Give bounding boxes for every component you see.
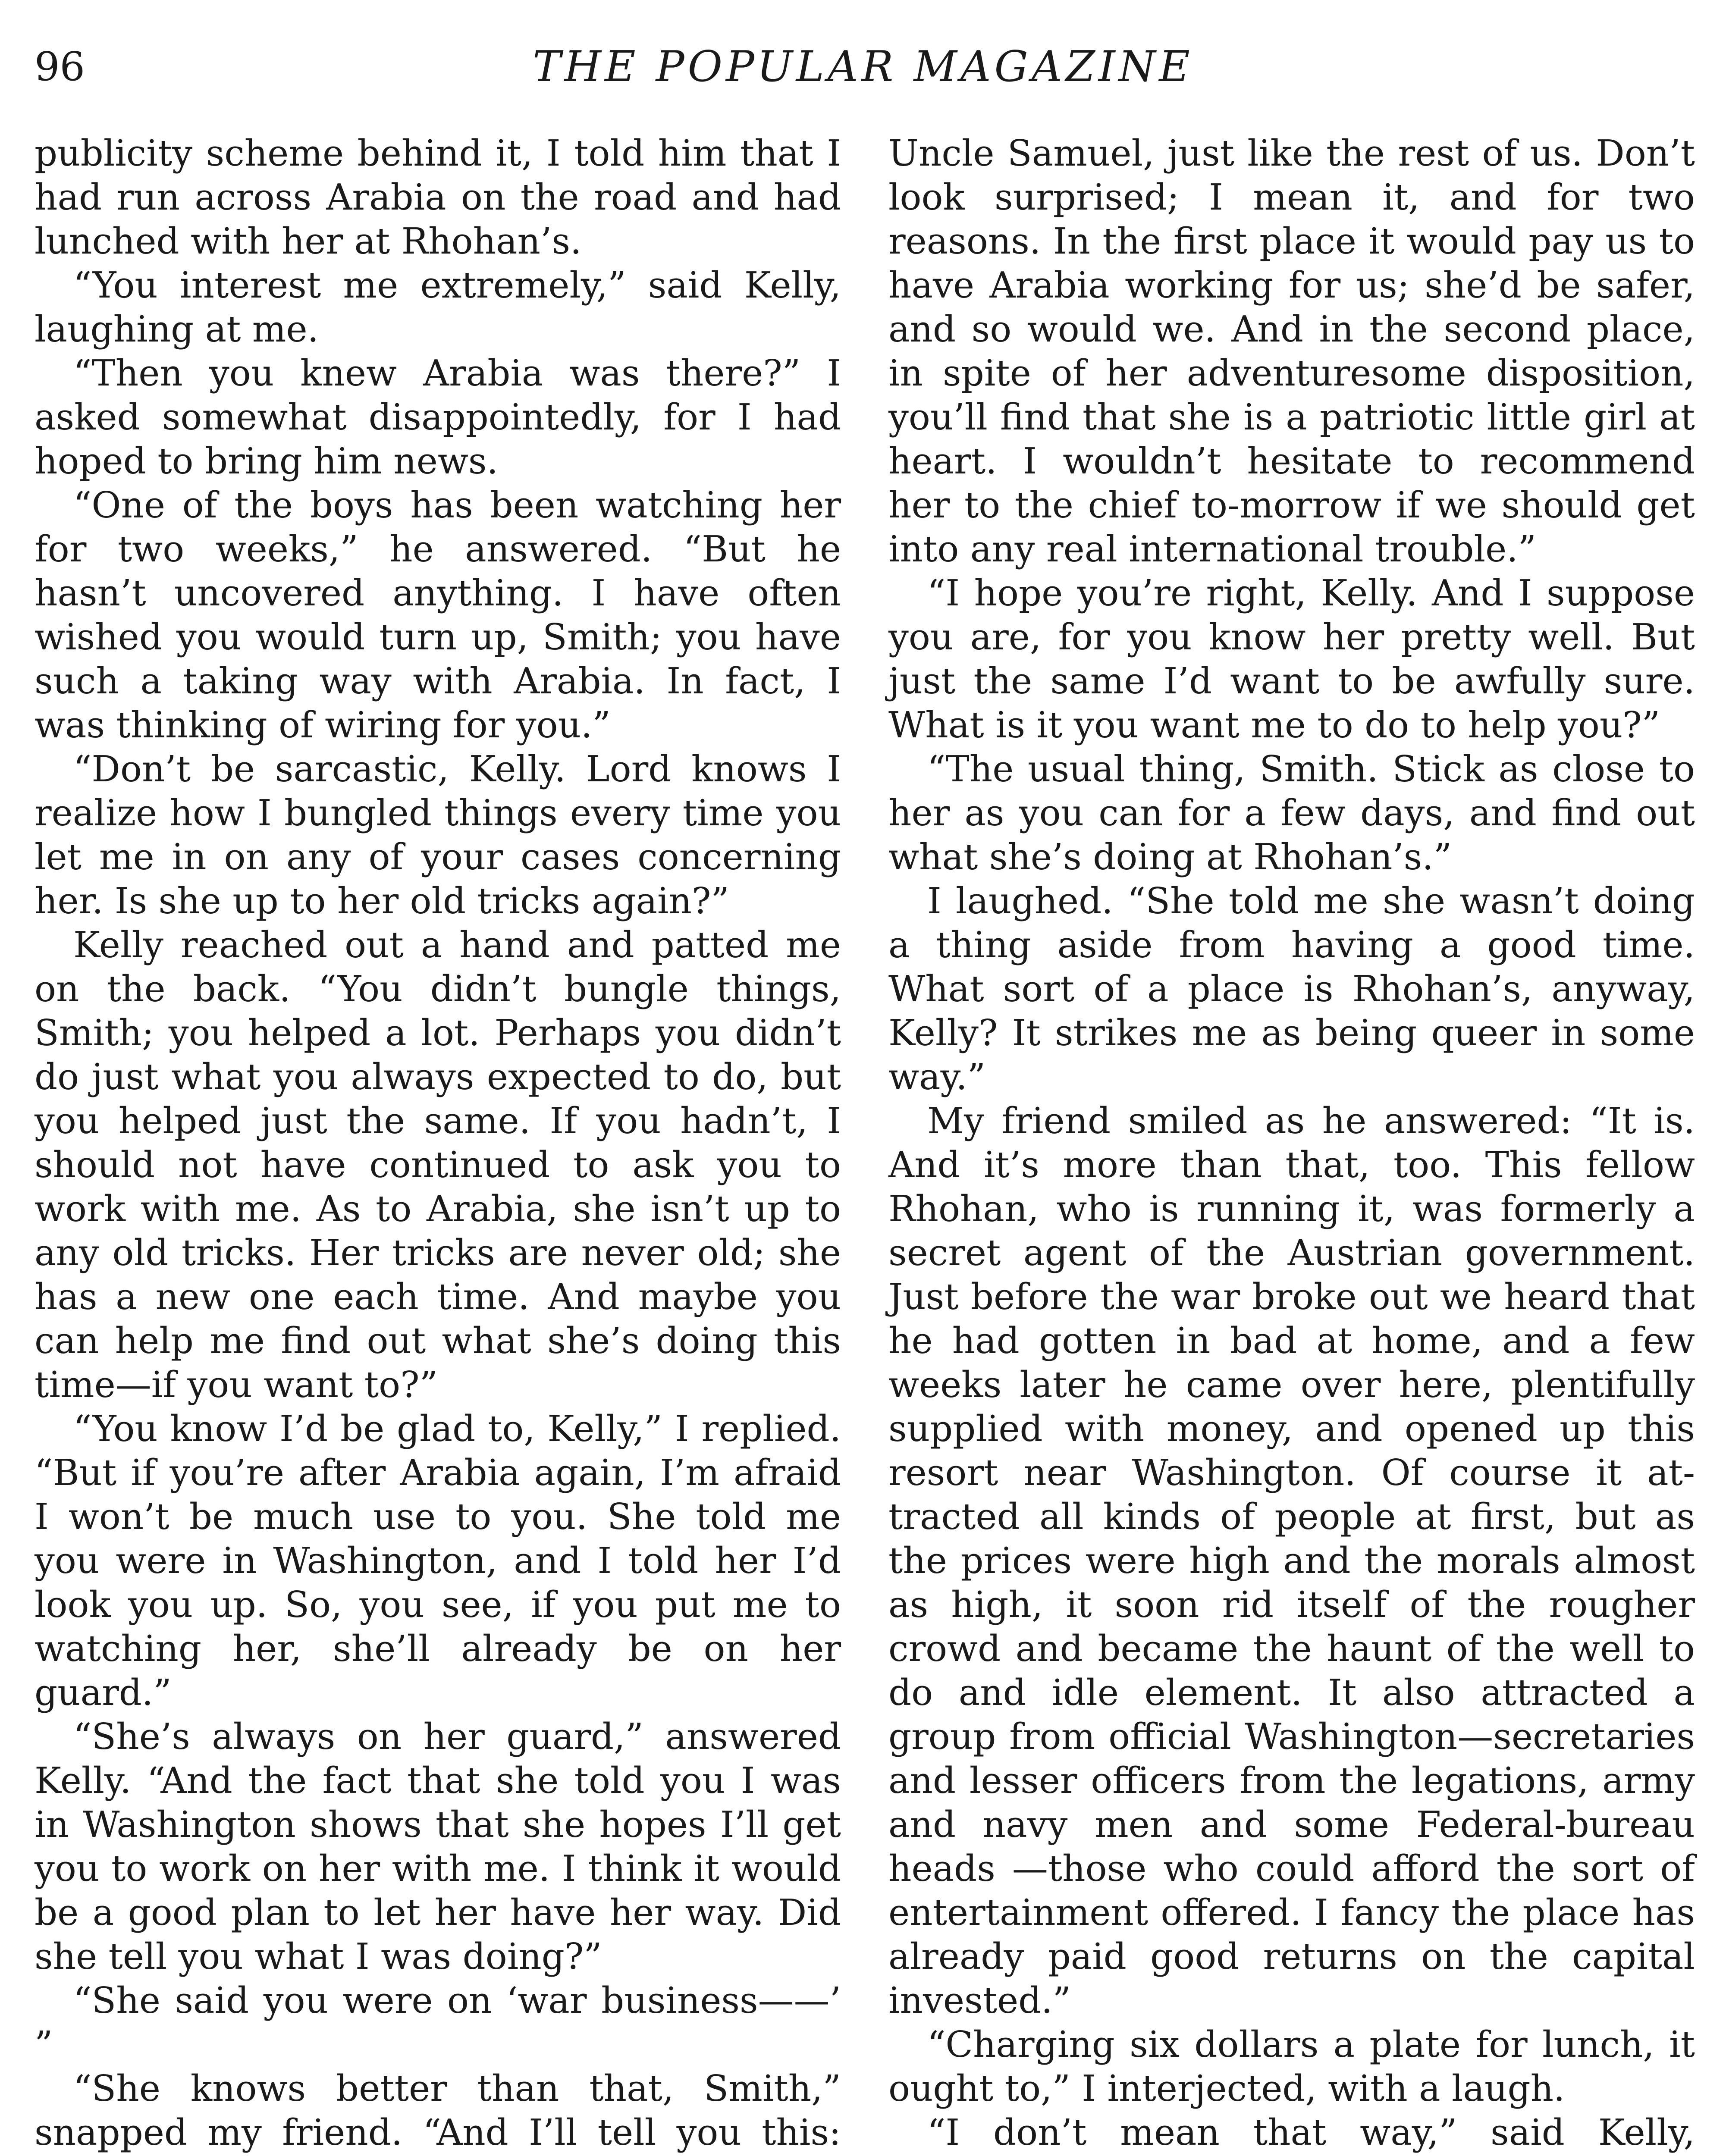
paragraph: “She said you were on ‘war business——’ ” [35, 1980, 841, 2065]
paragraph: “Charging six dollars a plate for lunch, it ought to,” I interjected, with a laugh. [888, 2024, 1695, 2109]
paragraph: “She knows better than that, Smith,” snapped my friend. “And I’ll tell you this: [35, 2068, 841, 2153]
paragraph: “Then you knew Arabia was there?” I asked somewhat disappointedly, for I had hoped to bring him news. [35, 352, 841, 482]
page-header [35, 41, 1691, 93]
paragraph: My friend smiled as he answered: “It is. And it’s more than that, too. This fellow Rhohan, who is running it, was formerly a secret agent of the Austrian government. Just before the war broke out we heard that he had gotten in bad at home, and a few weeks later he came over here, plentifully supplied with money, and opened up this resort near Washington. Of course it attracted all kinds of people at first, but as the prices were high and the morals almost as high, it soon rid itself of the rougher crowd and became the haunt of the well to do and idle element. It also attracted a group from official Washington—secretaries and lesser officers from the legations, army and navy men and some Federal-bureau heads —those who could afford the sort of entertainment offered. I fancy the place has already paid good returns on the capital invested.” [888, 1100, 1695, 2021]
paragraph: publicity scheme behind it, I told him that I had run across Arabia on the road and had lunched with her at Rhohan’s. [35, 132, 841, 262]
paragraph: I laughed. “She told me she wasn’t doing a thing aside from having a good time. What sort of a place is Rhohan’s, anyway, Kelly? It strikes me as being queer in some way.” [888, 880, 1695, 1098]
paragraph: “Don’t be sarcastic, Kelly. Lord knows I realize how I bungled things every time you let me in on any of your cases concerning her. Is she up to her old tricks again?” [35, 748, 841, 922]
page-number: 96 [35, 44, 85, 90]
paragraph: “You interest me extremely,” said Kelly, laughing at me. [35, 264, 841, 350]
text-column-right [888, 132, 1695, 2156]
paragraph: “The usual thing, Smith. Stick as close to her as you can for a few days, and find out what she’s doing at Rhohan’s.” [888, 748, 1695, 878]
paragraph: “She’s always on her guard,” answered Kelly. “And the fact that she told you I was in Washington shows that she hopes I’ll get you to work on her with me. I think it would be a good plan to let her have her way. Did she tell you what I was doing?” [35, 1716, 841, 1977]
paragraph: “One of the boys has been watching her for two weeks,” he answered. “But he hasn’t uncovered anything. I have often wished you would turn up, Smith; you have such a taking way with Arabia. In fact, I was thinking of wiring for you.” [35, 484, 841, 746]
text-column-left [35, 132, 841, 2156]
paragraph: Uncle Samuel, just like the rest of us. Don’t look surprised; I mean it, and for two reasons. In the first place it would pay us to have Arabia working for us; she’d be safer, and so would we. And in the second place, in spite of her adventuresome disposition, you’ll find that she is a patriotic little girl at heart. I wouldn’t hesitate to recommend her to the chief to-morrow if we should get into any real international trouble.” [888, 132, 1695, 570]
paragraph: Kelly reached out a hand and patted me on the back. “You didn’t bungle things, Smith; you helped a lot. Perhaps you didn’t do just what you always expected to do, but you helped just the same. If you hadn’t, I should not have continued to ask you to work with me. As to Arabia, she isn’t up to any old tricks. Her tricks are never old; she has a new one each time. And maybe you can help me find out what she’s doing this time—if you want to?” [35, 924, 841, 1406]
running-title: THE POPULAR MAGAZINE [533, 42, 1193, 91]
paragraph: “You know I’d be glad to, Kelly,” I replied. “But if you’re after Arabia again, I’m afraid I won’t be much use to you. She told me you were in Washington, and I told her I’d look you up. So, you see, if you put me to watching her, she’ll already be on her guard.” [35, 1408, 841, 1714]
paragraph: “I don’t mean that way,” said Kelly, [927, 2112, 1695, 2153]
paragraph: “I hope you’re right, Kelly. And I suppose you are, for you know her pretty well. But just the same I’d want to be awfully sure. What is it you want me to do to help you?” [888, 572, 1695, 746]
